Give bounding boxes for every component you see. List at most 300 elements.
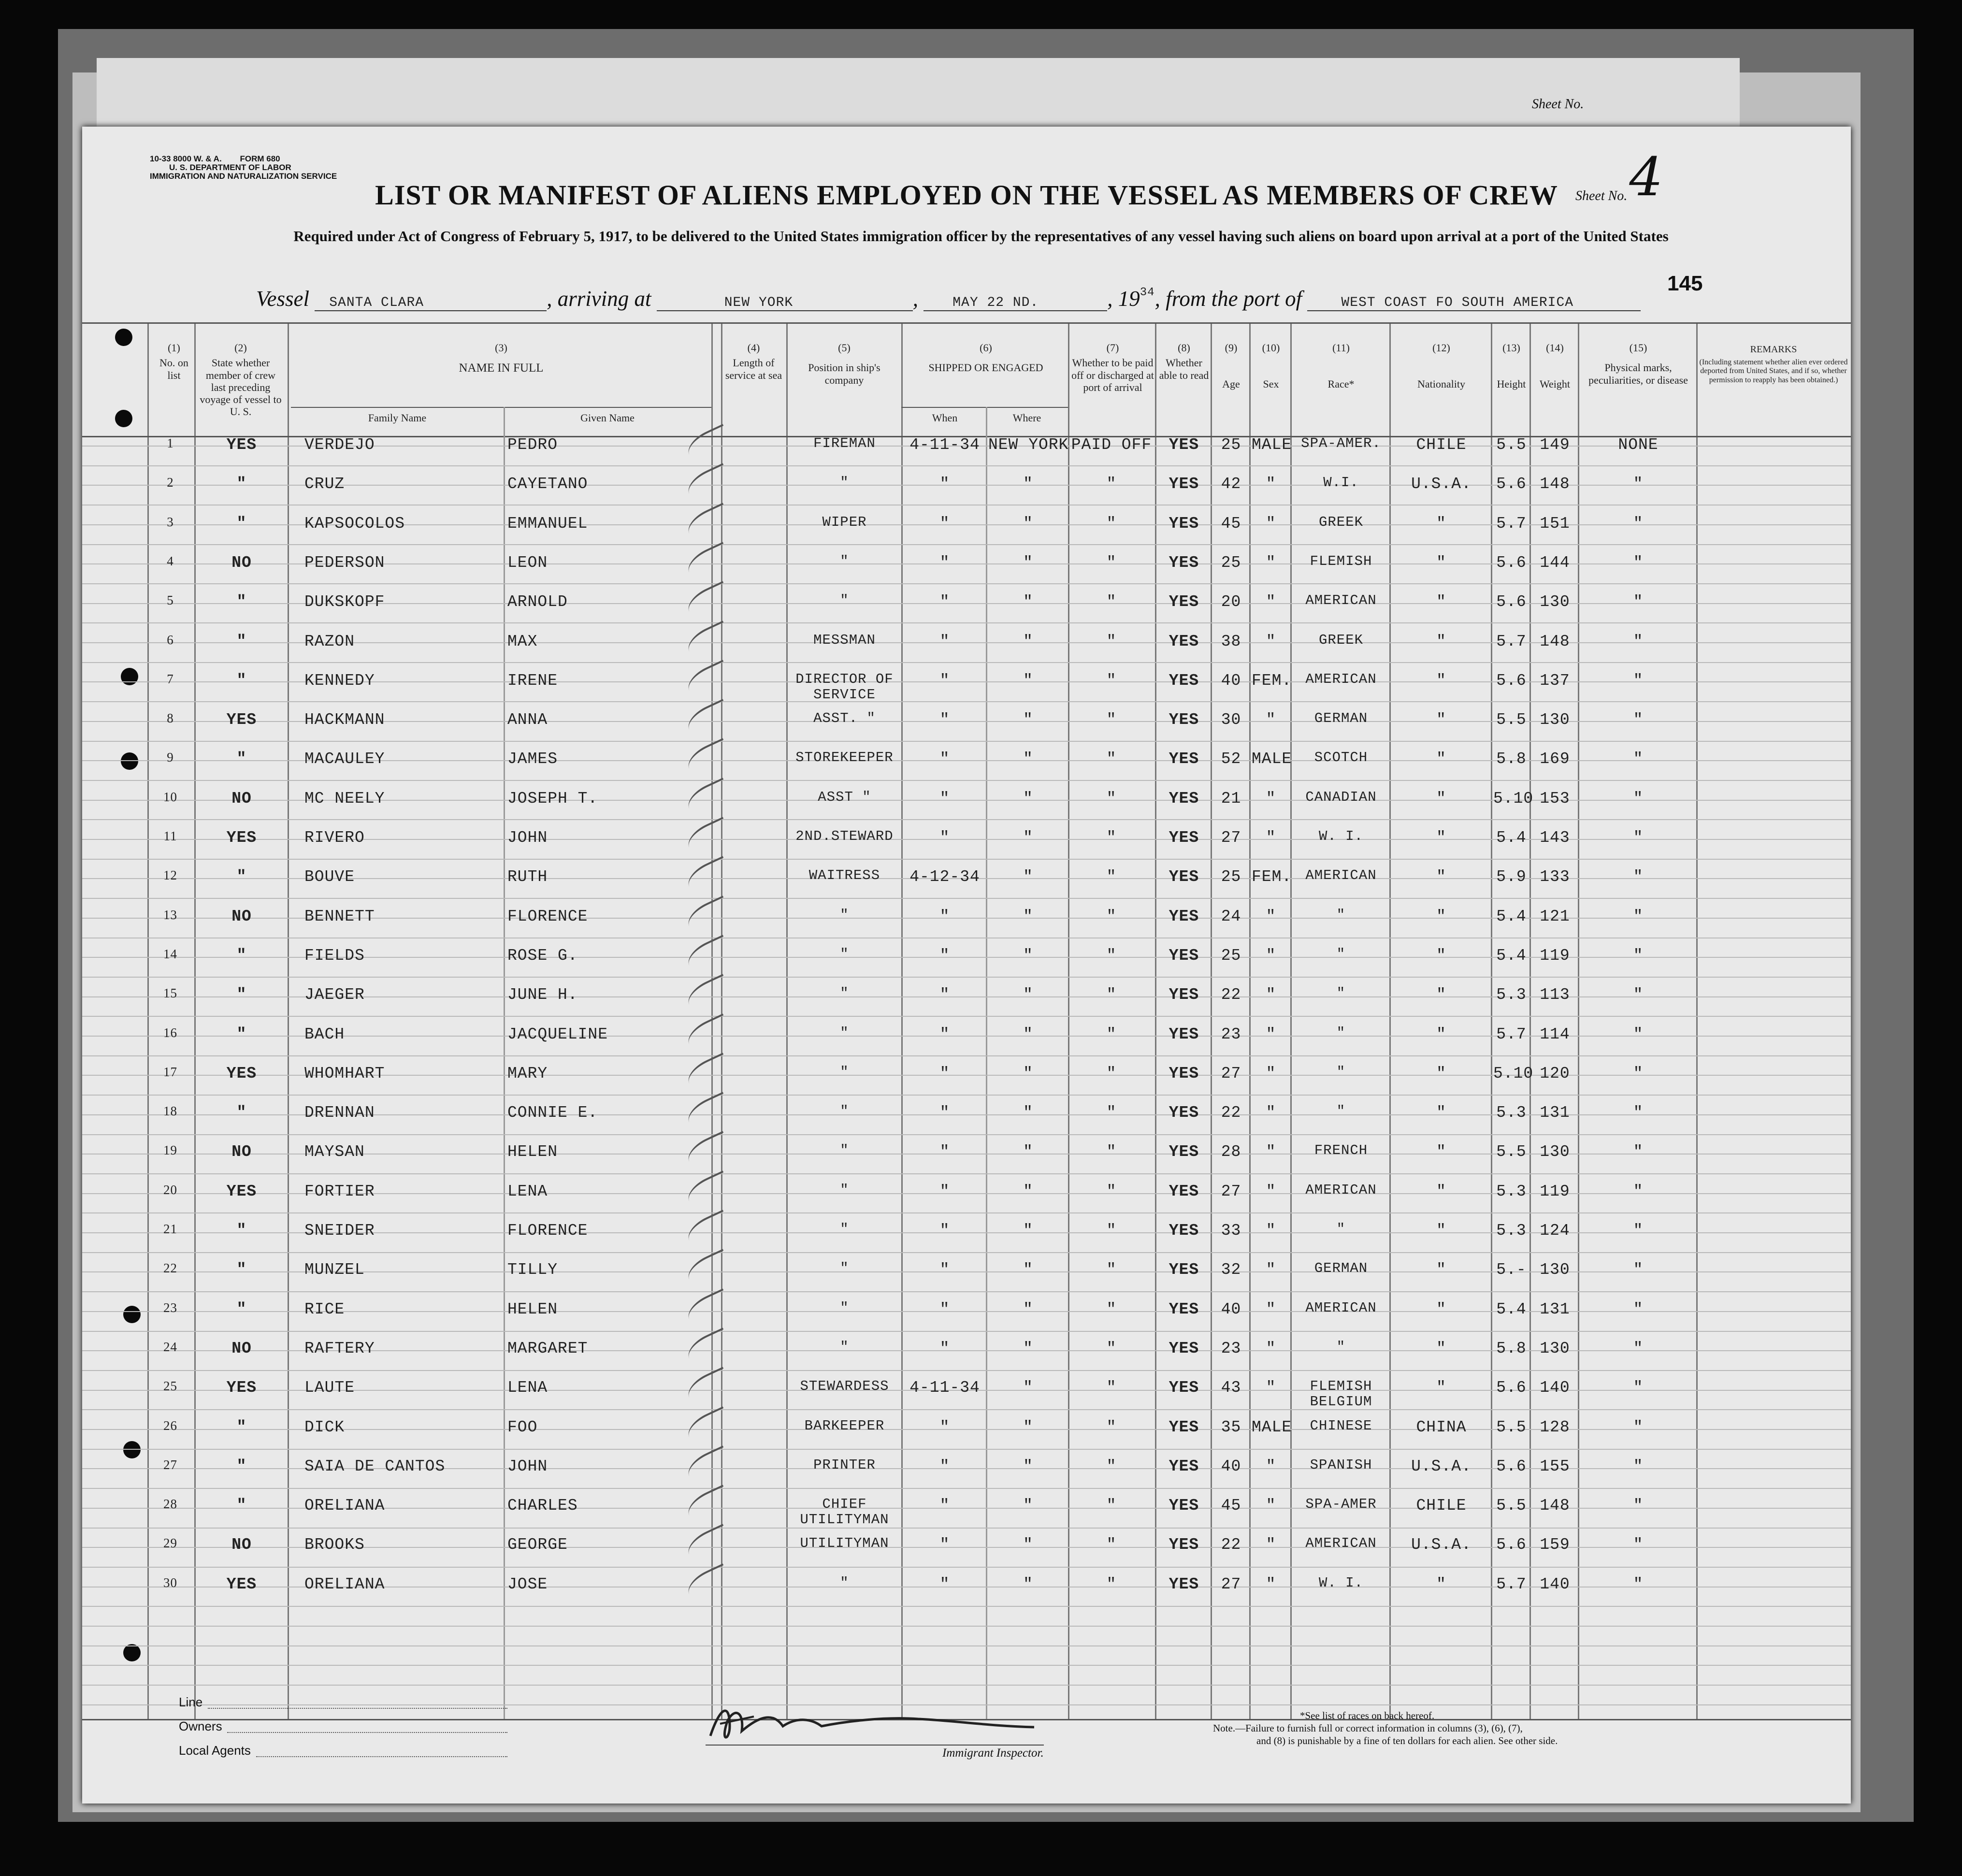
cell-weight: 143 <box>1540 829 1570 847</box>
cell-race: AMERICAN <box>1305 867 1377 884</box>
table-row <box>82 1497 1851 1536</box>
voyage-line: Vessel SANTA CLARA , arriving at NEW YORK , MAY 22 ND. , $19^{34}$, from the port of WEST COAST FO SOUTH AMERICA <box>256 286 1706 311</box>
cell-height: 5.6 <box>1496 671 1527 690</box>
table-rule <box>291 407 711 408</box>
cell-age: 40 <box>1221 671 1241 690</box>
cell-position: WIPER <box>822 514 867 530</box>
cell-paid: " <box>1106 750 1117 768</box>
cell-race: CANADIAN <box>1305 789 1377 805</box>
cell-prev: " <box>236 514 247 533</box>
cell-family: BROOKS <box>304 1536 365 1554</box>
cell-no: 8 <box>167 711 174 726</box>
cell-where: " <box>1023 868 1033 886</box>
cell-no: 2 <box>167 475 174 490</box>
table-row <box>82 1183 1851 1222</box>
cell-height: 5.5 <box>1496 436 1527 454</box>
cell-weight: 140 <box>1540 1379 1570 1397</box>
cell-paid: " <box>1106 1497 1117 1515</box>
cell-read: YES <box>1169 750 1199 768</box>
cell-no: 5 <box>167 593 174 608</box>
cell-sex: " <box>1266 1497 1276 1515</box>
cell-when: 4-12-34 <box>909 868 980 886</box>
cell-race: SPANISH <box>1310 1457 1372 1473</box>
cell-age: 28 <box>1221 1143 1241 1161</box>
inspector-signature-line <box>706 1745 1044 1746</box>
cell-position: " <box>840 553 849 569</box>
cell-sex: " <box>1266 1339 1276 1357</box>
cell-no: 10 <box>163 789 177 804</box>
cell-nat: " <box>1436 946 1446 965</box>
cell-marks: " <box>1633 1261 1644 1279</box>
table-rule <box>901 407 1068 408</box>
top-sheet-label: Sheet No. <box>1532 97 1584 112</box>
cell-given: RUTH <box>507 868 548 886</box>
cell-weight: 130 <box>1540 593 1570 611</box>
cell-weight: 155 <box>1540 1457 1570 1475</box>
cell-when: " <box>939 946 950 965</box>
cell-no: 26 <box>163 1418 177 1433</box>
table-row <box>82 633 1851 672</box>
cell-family: WHOMHART <box>304 1064 385 1082</box>
cell-age: 25 <box>1221 553 1241 572</box>
cell-when: " <box>939 1418 950 1436</box>
cell-nat: " <box>1436 514 1446 533</box>
cell-height: 5.6 <box>1496 475 1527 493</box>
header-when: When <box>932 412 958 424</box>
cell-sex: " <box>1266 711 1276 729</box>
cell-where: " <box>1023 632 1033 650</box>
table-row <box>82 1575 1851 1615</box>
cell-age: 25 <box>1221 868 1241 886</box>
cell-when: " <box>939 1222 950 1240</box>
cell-nat: U.S.A. <box>1411 1536 1472 1554</box>
cell-nat: " <box>1436 1300 1446 1318</box>
cell-age: 22 <box>1221 986 1241 1004</box>
footer-owners-field <box>227 1732 507 1733</box>
cell-where: " <box>1023 986 1033 1004</box>
cell-where: " <box>1023 1182 1033 1200</box>
cell-read: YES <box>1169 946 1199 965</box>
cell-when: " <box>939 1575 950 1593</box>
cell-sex: " <box>1266 1143 1276 1161</box>
cell-where: " <box>1023 711 1033 729</box>
cell-race: AMERICAN <box>1305 1182 1377 1198</box>
footer-line-field <box>208 1708 507 1709</box>
cell-no: 25 <box>163 1379 177 1394</box>
cell-read: YES <box>1169 907 1199 925</box>
cell-sex: " <box>1266 789 1276 808</box>
cell-weight: 128 <box>1540 1418 1570 1436</box>
cell-weight: 119 <box>1540 1182 1570 1200</box>
header-sex: (10) Sex <box>1262 342 1280 390</box>
cell-when: " <box>939 1104 950 1122</box>
cell-nat: " <box>1436 1143 1446 1161</box>
cell-sex: " <box>1266 1064 1276 1082</box>
cell-sex: MALE <box>1252 1418 1292 1436</box>
cell-read: YES <box>1169 711 1199 729</box>
cell-when: " <box>939 475 950 493</box>
cell-given: CAYETANO <box>507 475 588 493</box>
cell-where: " <box>1023 1025 1033 1043</box>
cell-when: " <box>939 750 950 768</box>
cell-marks: " <box>1633 829 1644 847</box>
cell-position: ASST. " <box>813 710 876 727</box>
cell-no: 11 <box>163 829 177 843</box>
cell-no: 12 <box>163 868 177 883</box>
cell-family: DICK <box>304 1418 345 1436</box>
cell-height: 5.4 <box>1496 829 1527 847</box>
cell-read: YES <box>1169 789 1199 808</box>
cell-weight: 148 <box>1540 475 1570 493</box>
table-row <box>82 1536 1851 1575</box>
cell-prev: YES <box>226 711 257 729</box>
ruled-line <box>82 1665 1851 1666</box>
cell-nat: " <box>1436 986 1446 1004</box>
manifest-sheet <box>82 127 1851 1804</box>
cell-weight: 119 <box>1540 946 1570 965</box>
table-row <box>82 515 1851 554</box>
cell-no: 16 <box>163 1025 177 1040</box>
cell-nat: " <box>1436 632 1446 650</box>
cell-position: " <box>840 1103 849 1120</box>
departure-port: WEST COAST FO SOUTH AMERICA <box>1307 295 1641 311</box>
cell-no: 15 <box>163 986 177 1001</box>
cell-height: 5.6 <box>1496 593 1527 611</box>
cell-given: CONNIE E. <box>507 1104 598 1122</box>
cell-sex: " <box>1266 1575 1276 1593</box>
cell-race: W. I. <box>1318 1574 1363 1591</box>
cell-race: AMERICAN <box>1305 671 1377 687</box>
cell-nat: CHINA <box>1416 1418 1467 1436</box>
cell-when: " <box>939 593 950 611</box>
cell-height: 5.10 <box>1493 789 1534 808</box>
header-paid-off: (7) Whether to be paid off or discharged at port of arrival <box>1071 342 1154 393</box>
cell-age: 25 <box>1221 946 1241 965</box>
cell-when: 4-11-34 <box>909 1379 980 1397</box>
cell-height: 5.7 <box>1496 632 1527 650</box>
cell-paid: " <box>1106 671 1117 690</box>
cell-marks: " <box>1633 475 1644 493</box>
cell-race: " <box>1336 1339 1346 1355</box>
cell-race: GREEK <box>1318 514 1363 530</box>
header-physical-marks: (15) Physical marks, peculiarities, or disease <box>1588 342 1688 386</box>
cell-family: DRENNAN <box>304 1104 375 1122</box>
cell-marks: " <box>1633 1222 1644 1240</box>
cell-age: 22 <box>1221 1104 1241 1122</box>
cell-no: 28 <box>163 1497 177 1512</box>
table-row <box>82 829 1851 868</box>
cell-family: VERDEJO <box>304 436 375 454</box>
cell-given: TILLY <box>507 1261 558 1279</box>
header-given-name: Given Name <box>580 412 635 424</box>
cell-position: " <box>840 1260 849 1277</box>
cell-when: " <box>939 632 950 650</box>
cell-height: 5.6 <box>1496 1457 1527 1475</box>
cell-family: JAEGER <box>304 986 365 1004</box>
cell-given: EMMANUEL <box>507 514 588 533</box>
cell-read: YES <box>1169 1339 1199 1357</box>
cell-given: FOO <box>507 1418 538 1436</box>
cell-given: JAMES <box>507 750 558 768</box>
cell-sex: " <box>1266 1379 1276 1397</box>
cell-race: GREEK <box>1318 632 1363 648</box>
cell-paid: " <box>1106 1300 1117 1318</box>
cell-sex: " <box>1266 946 1276 965</box>
cell-read: YES <box>1169 1182 1199 1200</box>
cell-family: RAFTERY <box>304 1339 375 1357</box>
cell-nat: " <box>1436 1182 1446 1200</box>
cell-when: " <box>939 553 950 572</box>
cell-read: YES <box>1169 1418 1199 1436</box>
check-mark <box>683 424 733 463</box>
cell-family: RICE <box>304 1300 345 1318</box>
cell-sex: " <box>1266 593 1276 611</box>
cell-where: " <box>1023 1222 1033 1240</box>
cell-family: KAPSOCOLOS <box>304 514 405 533</box>
cell-position: " <box>840 1299 849 1316</box>
cell-paid: " <box>1106 711 1117 729</box>
cell-nat: CHILE <box>1416 436 1467 454</box>
cell-height: 5.5 <box>1496 1143 1527 1161</box>
cell-given: HELEN <box>507 1143 558 1161</box>
cell-prev: YES <box>226 1182 257 1200</box>
cell-age: 40 <box>1221 1457 1241 1475</box>
header-previous-voyage: (2) State whether member of crew last preceding voyage of vessel to U. S. <box>200 342 282 418</box>
footer-owners-label: Owners <box>179 1719 222 1733</box>
cell-age: 27 <box>1221 1064 1241 1082</box>
cell-weight: 120 <box>1540 1064 1570 1082</box>
cell-age: 45 <box>1221 1497 1241 1515</box>
cell-prev: YES <box>226 1064 257 1082</box>
cell-no: 23 <box>163 1300 177 1315</box>
table-row <box>82 868 1851 907</box>
cell-sex: " <box>1266 1104 1276 1122</box>
cell-no: 19 <box>163 1143 177 1158</box>
cell-given: LENA <box>507 1379 548 1397</box>
cell-sex: " <box>1266 829 1276 847</box>
cell-marks: " <box>1633 1143 1644 1161</box>
cell-no: 9 <box>167 750 174 765</box>
cell-read: YES <box>1169 1379 1199 1397</box>
cell-position: PRINTER <box>813 1457 876 1473</box>
cell-weight: 159 <box>1540 1536 1570 1554</box>
cell-nat: " <box>1436 1575 1446 1593</box>
cell-sex: FEM. <box>1252 671 1292 690</box>
cell-position: WAITRESS <box>808 867 880 884</box>
cell-prev: " <box>236 1261 247 1279</box>
cell-race: SPA-AMER <box>1305 1496 1377 1513</box>
cell-given: ARNOLD <box>507 593 568 611</box>
cell-prev: " <box>236 593 247 611</box>
cell-given: GEORGE <box>507 1536 568 1554</box>
cell-age: 32 <box>1221 1261 1241 1279</box>
cell-age: 27 <box>1221 1182 1241 1200</box>
cell-read: YES <box>1169 1497 1199 1515</box>
cell-given: PEDRO <box>507 436 558 454</box>
cell-given: MAX <box>507 632 538 650</box>
cell-position: " <box>840 1064 849 1080</box>
cell-marks: " <box>1633 593 1644 611</box>
cell-no: 7 <box>167 671 174 686</box>
cell-race: CHINESE <box>1310 1417 1372 1434</box>
cell-where: " <box>1023 1261 1033 1279</box>
cell-prev: " <box>236 475 247 493</box>
cell-where: " <box>1023 829 1033 847</box>
cell-height: 5.8 <box>1496 1339 1527 1357</box>
cell-read: YES <box>1169 986 1199 1004</box>
cell-when: " <box>939 1143 950 1161</box>
cell-height: 5.7 <box>1496 514 1527 533</box>
cell-family: BENNETT <box>304 907 375 925</box>
cell-where: " <box>1023 750 1033 768</box>
cell-prev: NO <box>231 789 252 808</box>
cell-position: " <box>840 946 849 962</box>
ruled-line <box>82 1685 1851 1686</box>
cell-paid: " <box>1106 1457 1117 1475</box>
cell-family: CRUZ <box>304 475 345 493</box>
cell-paid: " <box>1106 1536 1117 1554</box>
cell-sex: FEM. <box>1252 868 1292 886</box>
table-row <box>82 436 1851 475</box>
header-name: (3) NAME IN FULL <box>459 342 544 375</box>
cell-prev: " <box>236 1300 247 1318</box>
cell-race: AMERICAN <box>1305 1535 1377 1552</box>
cell-sex: " <box>1266 1025 1276 1043</box>
cell-where: " <box>1023 514 1033 533</box>
cell-read: YES <box>1169 1064 1199 1082</box>
cell-race: SPA-AMER. <box>1301 435 1381 451</box>
cell-paid: " <box>1106 1025 1117 1043</box>
cell-weight: 151 <box>1540 514 1570 533</box>
cell-when: " <box>939 1064 950 1082</box>
cell-weight: 130 <box>1540 1339 1570 1357</box>
cell-given: FLORENCE <box>507 1222 588 1240</box>
cell-nat: " <box>1436 1339 1446 1357</box>
cell-when: " <box>939 1300 950 1318</box>
cell-position: ASST " <box>818 789 871 805</box>
cell-weight: 140 <box>1540 1575 1570 1593</box>
cell-read: YES <box>1169 1104 1199 1122</box>
cell-position: " <box>840 985 849 1002</box>
cell-paid: " <box>1106 868 1117 886</box>
cell-nat: " <box>1436 868 1446 886</box>
cell-family: DUKSKOPF <box>304 593 385 611</box>
cell-age: 21 <box>1221 789 1241 808</box>
cell-sex: " <box>1266 553 1276 572</box>
arrival-port: NEW YORK <box>657 295 913 311</box>
cell-position: DIRECTOR OF SERVICE <box>795 671 894 703</box>
cell-race: W. I. <box>1318 828 1363 844</box>
cell-read: YES <box>1169 1575 1199 1593</box>
cell-paid: " <box>1106 1575 1117 1593</box>
cell-marks: " <box>1633 671 1644 690</box>
cell-when: " <box>939 711 950 729</box>
page-number: 145 <box>1667 272 1703 295</box>
cell-family: PEDERSON <box>304 553 385 572</box>
cell-height: 5.3 <box>1496 1222 1527 1240</box>
cell-when: " <box>939 1536 950 1554</box>
cell-marks: " <box>1633 946 1644 965</box>
cell-position: " <box>840 1025 849 1041</box>
sheet-number: Sheet No. 4 <box>1575 146 1663 208</box>
table-row <box>82 554 1851 593</box>
cell-given: JOSE <box>507 1575 548 1593</box>
table-row <box>82 1222 1851 1261</box>
cell-family: MACAULEY <box>304 750 385 768</box>
cell-no: 6 <box>167 632 174 647</box>
cell-height: 5.4 <box>1496 946 1527 965</box>
cell-paid: " <box>1106 632 1117 650</box>
cell-nat: " <box>1436 907 1446 925</box>
table-row <box>82 908 1851 947</box>
cell-height: 5.8 <box>1496 750 1527 768</box>
table-row <box>82 1379 1851 1418</box>
cell-sex: " <box>1266 514 1276 533</box>
cell-marks: " <box>1633 553 1644 572</box>
cell-family: BOUVE <box>304 868 355 886</box>
cell-given: MARGARET <box>507 1339 588 1357</box>
header-position: (5) Position in ship's company <box>808 342 880 386</box>
cell-given: CHARLES <box>507 1497 578 1515</box>
cell-prev: NO <box>231 1143 252 1161</box>
cell-where: " <box>1023 1104 1033 1122</box>
cell-given: JACQUELINE <box>507 1025 608 1043</box>
cell-no: 24 <box>163 1339 177 1354</box>
arrival-date: MAY 22 ND. <box>923 295 1107 311</box>
cell-read: YES <box>1169 593 1199 611</box>
cell-marks: " <box>1633 907 1644 925</box>
cell-no: 21 <box>163 1222 177 1236</box>
cell-where: " <box>1023 671 1033 690</box>
cell-where: " <box>1023 593 1033 611</box>
cell-no: 22 <box>163 1261 177 1276</box>
cell-sex: " <box>1266 1457 1276 1475</box>
cell-paid: " <box>1106 1104 1117 1122</box>
cell-age: 35 <box>1221 1418 1241 1436</box>
cell-where: " <box>1023 1379 1033 1397</box>
cell-when: " <box>939 1497 950 1515</box>
cell-age: 23 <box>1221 1025 1241 1043</box>
cell-prev: YES <box>226 1379 257 1397</box>
cell-where: " <box>1023 1339 1033 1357</box>
cell-no: 1 <box>167 436 174 450</box>
form-info: 10-33 8000 W. & A. FORM 680 U. S. DEPARTMENT OF LABOR IMMIGRATION AND NATURALIZATION SERVICE <box>150 154 337 181</box>
table-rule <box>82 322 1851 324</box>
cell-read: YES <box>1169 436 1199 454</box>
cell-height: 5.9 <box>1496 868 1527 886</box>
cell-marks: " <box>1633 711 1644 729</box>
cell-given: LENA <box>507 1182 548 1200</box>
cell-marks: " <box>1633 1339 1644 1357</box>
cell-family: MUNZEL <box>304 1261 365 1279</box>
cell-sex: MALE <box>1252 436 1292 454</box>
cell-prev: YES <box>226 436 257 454</box>
table-row <box>82 1261 1851 1300</box>
header-race: (11) Race* <box>1327 342 1355 390</box>
footer-agents-label: Local Agents <box>179 1743 251 1758</box>
cell-weight: 124 <box>1540 1222 1570 1240</box>
cell-where: " <box>1023 946 1033 965</box>
cell-prev: NO <box>231 553 252 572</box>
cell-sex: " <box>1266 1300 1276 1318</box>
header-where: Where <box>1012 412 1041 424</box>
cell-where: " <box>1023 1575 1033 1593</box>
cell-family: MC NEELY <box>304 789 385 808</box>
cell-weight: 144 <box>1540 553 1570 572</box>
table-row <box>82 1104 1851 1143</box>
cell-marks: " <box>1633 632 1644 650</box>
page-subtitle: Required under Act of Congress of February 5, 1917, to be delivered to the United States immigration officer by the representatives of any vessel having such aliens on board upon arrival at a port of the United States <box>293 228 1669 245</box>
